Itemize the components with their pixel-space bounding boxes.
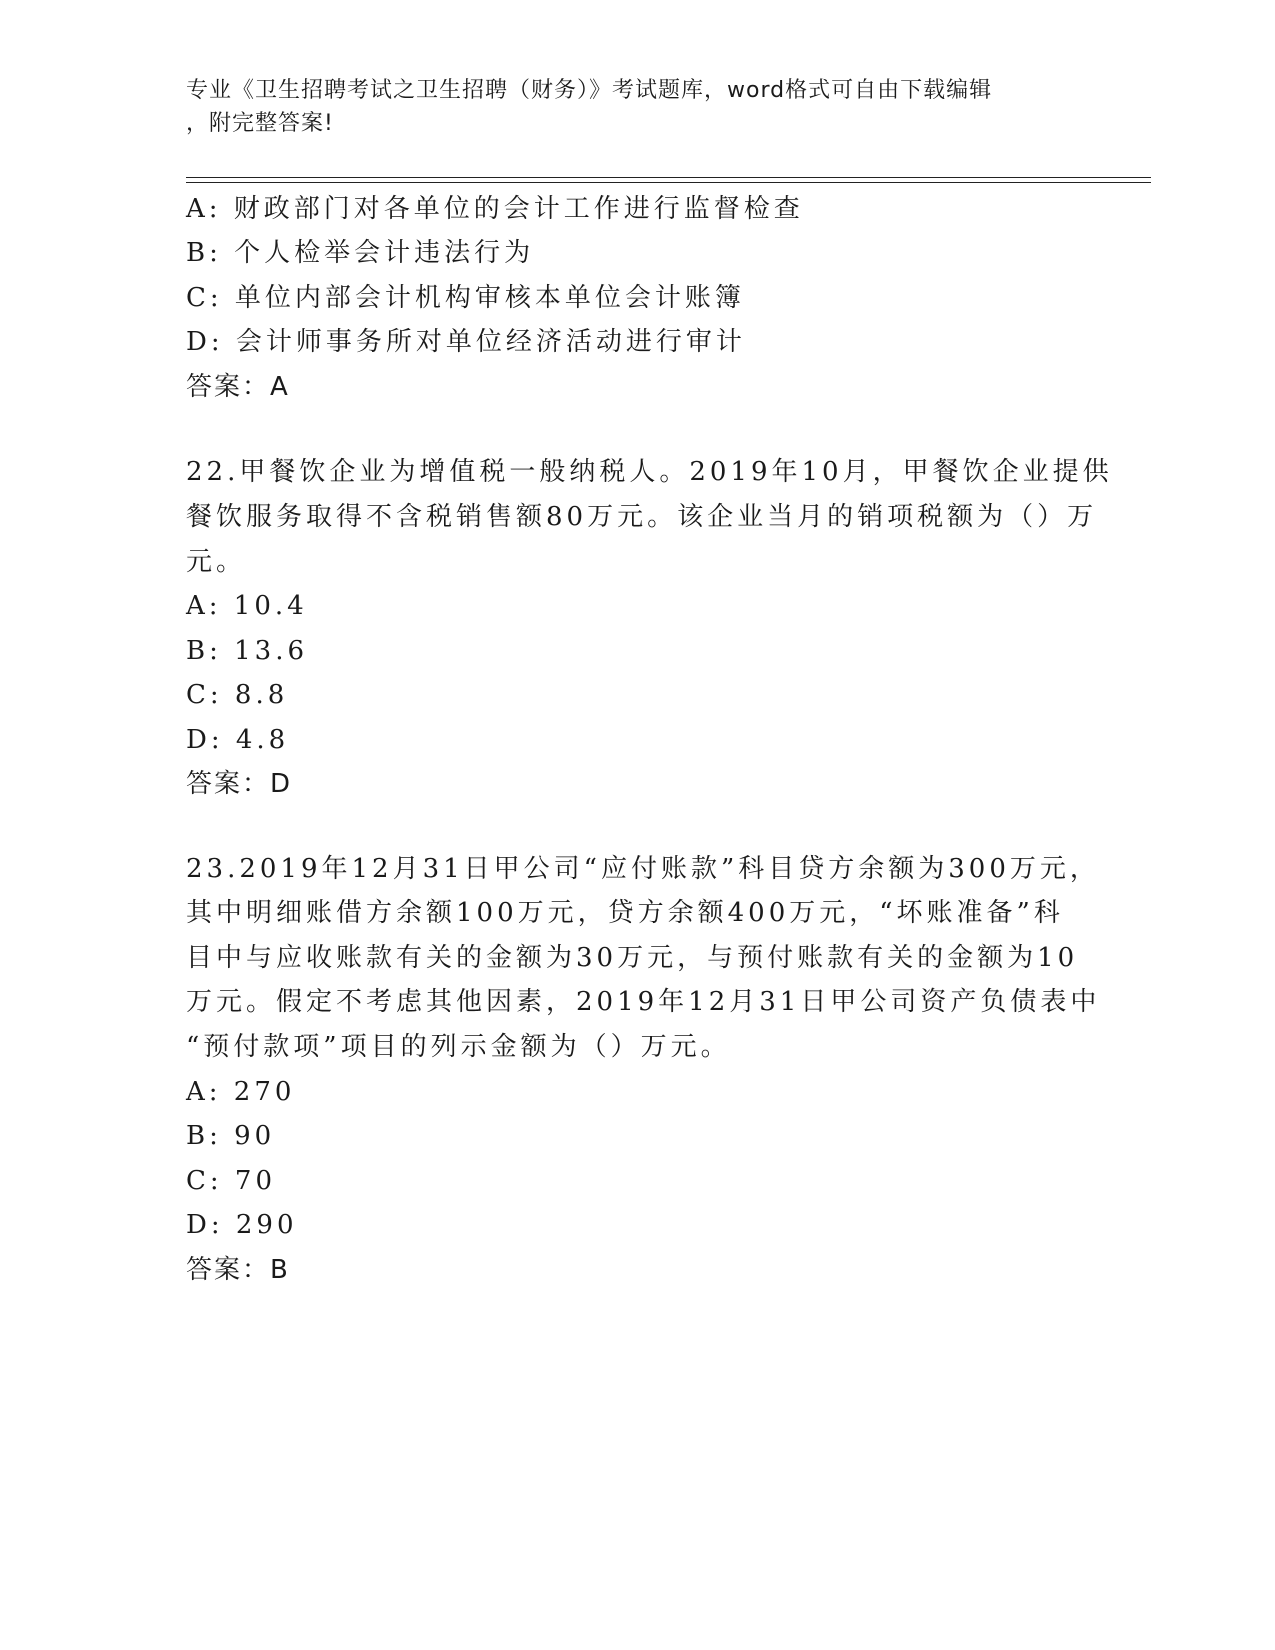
- q23-option-c: C: 70: [186, 1166, 277, 1196]
- q23-option-a: A: 270: [186, 1077, 296, 1107]
- q21-option-d: D: 会计师事务所对单位经济活动进行审计: [186, 327, 746, 357]
- header-divider-bottom: [186, 182, 1151, 183]
- q22-option-d: D: 4.8: [186, 725, 290, 755]
- q21-answer: 答案：A: [186, 372, 290, 402]
- q23-stem-line-3: 目中与应收账款有关的金额为30万元，与预付账款有关的金额为10: [186, 943, 1079, 973]
- q23-option-b: B: 90: [186, 1121, 276, 1151]
- q22-stem-line-3: 元。: [186, 547, 247, 577]
- q22-stem-line-1: 22.甲餐饮企业为增值税一般纳税人。2019年10月，甲餐饮企业提供: [186, 457, 1113, 487]
- q22-option-a: A: 10.4: [186, 591, 308, 621]
- q23-answer: 答案：B: [186, 1255, 290, 1285]
- document-header: [186, 74, 1066, 140]
- q21-option-c: C: 单位内部会计机构审核本单位会计账簿: [186, 283, 745, 313]
- q22-stem-line-2: 餐饮服务取得不含税销售额80万元。该企业当月的销项税额为（）万: [186, 502, 1098, 532]
- header-line-1: 专业《卫生招聘考试之卫生招聘（财务）》考试题库，word格式可自由下载编辑: [186, 78, 993, 103]
- q23-stem-line-1: 23.2019年12月31日甲公司“应付账款”科目贷方余额为300万元，: [186, 854, 1100, 884]
- q23-stem-line-2: 其中明细账借方余额100万元，贷方余额400万元，“坏账准备”科: [186, 898, 1064, 928]
- q22-option-c: C: 8.8: [186, 680, 289, 710]
- header-line-2: ，附完整答案!: [186, 111, 334, 136]
- q23-stem-line-5: “预付款项”项目的列示金额为（）万元。: [186, 1032, 731, 1062]
- q21-option-a: A: 财政部门对各单位的会计工作进行监督检查: [186, 194, 804, 224]
- header-divider-top: [186, 177, 1151, 178]
- q23-stem-line-4: 万元。假定不考虑其他因素，2019年12月31日甲公司资产负债表中: [186, 987, 1101, 1017]
- q21-option-b: B: 个人检举会计违法行为: [186, 238, 535, 268]
- q22-option-b: B: 13.6: [186, 636, 309, 666]
- q22-answer: 答案：D: [186, 769, 293, 799]
- q23-option-d: D: 290: [186, 1210, 298, 1240]
